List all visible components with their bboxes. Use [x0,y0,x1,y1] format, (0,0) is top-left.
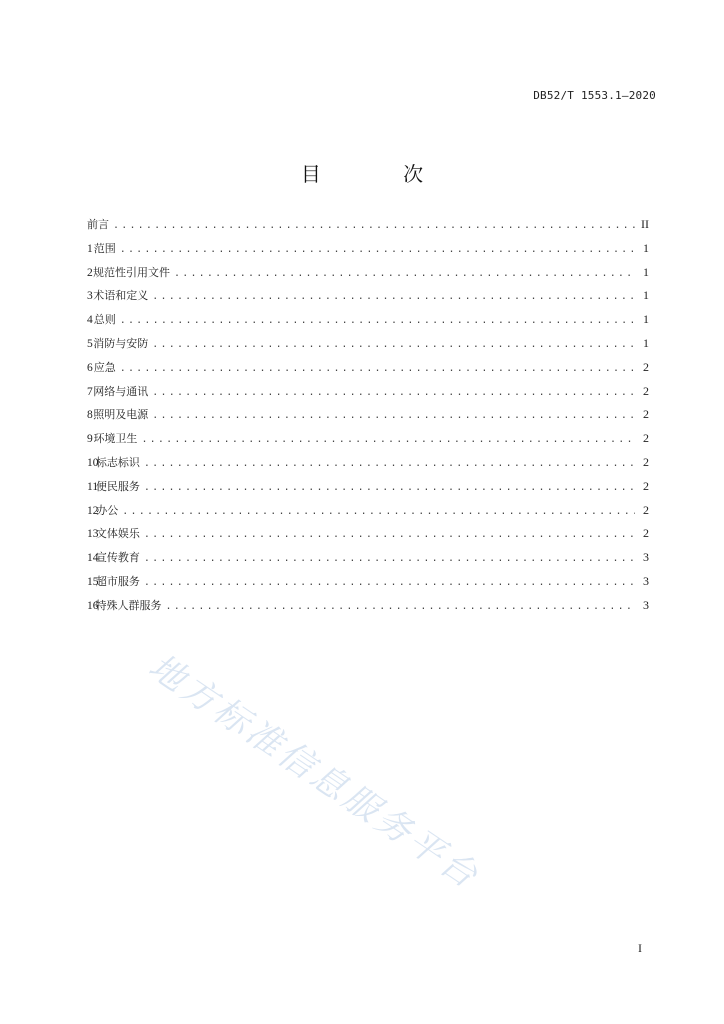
toc-leader-dots [144,529,635,540]
toc-entry-label: 范围 [93,241,116,255]
toc-entry-15[interactable] [87,573,649,597]
table-of-contents [87,216,649,621]
toc-entry-13[interactable] [87,525,649,549]
toc-entry-page: 1 [643,240,649,255]
toc-entry-label: 办公 [96,503,119,517]
toc-entry-4[interactable] [87,311,649,335]
toc-entry-number: 4 [87,314,93,327]
toc-entry-number: 11 [87,480,99,493]
toc-leader-dots [120,363,635,374]
toc-entry-1[interactable] [87,240,649,264]
toc-leader-dots [152,410,635,421]
toc-leader-dots [144,553,635,564]
toc-entry-9[interactable] [87,430,649,454]
toc-entry-page: 2 [643,431,649,446]
toc-leader-dots [144,458,635,469]
toc-entry-number: 15 [87,575,99,588]
toc-leader-dots [152,339,635,350]
toc-leader-dots [113,220,635,231]
toc-entry-page: 3 [643,573,649,588]
toc-entry-label: 标志标识 [95,455,140,469]
toc-entry-page: 2 [643,359,649,374]
toc-entry-number: 7 [87,385,93,398]
toc-entry-label: 术语和定义 [93,289,149,303]
toc-entry-page: II [641,217,649,231]
standard-code: DB52/T 1553.1—2020 [533,89,656,102]
toc-entry-3[interactable] [87,287,649,311]
toc-entry-number: 8 [87,409,93,422]
toc-entry-page: 3 [643,550,649,565]
toc-entry-label: 网络与通讯 [93,384,149,398]
toc-entry-16[interactable] [87,597,649,621]
footer-page-number: I [638,941,642,955]
toc-entry-page: 2 [643,383,649,398]
toc-entry-6[interactable] [87,359,649,383]
toc-leader-dots [144,482,635,493]
toc-entry-label: 消防与安防 [93,336,149,350]
toc-entry-7[interactable] [87,383,649,407]
toc-entry-number: 12 [87,504,99,517]
toc-leader-dots [174,268,635,279]
toc-entry-number: 13 [87,528,99,541]
toc-leader-dots [152,291,635,302]
toc-entry-number: 6 [87,361,93,374]
toc-leader-dots [166,601,636,612]
toc-leader-dots [144,577,635,588]
toc-entry-11[interactable] [87,478,649,502]
toc-entry-page: 1 [643,288,649,303]
toc-entry-label: 超市服务 [95,574,140,588]
toc-entry-12[interactable] [87,502,649,526]
toc-entry-label: 照明及电源 [93,408,149,422]
watermark-text: 地方标准信息服务平台 [141,646,487,898]
toc-entry-8[interactable] [87,406,649,430]
toc-entry-label: 前言 [87,218,109,231]
toc-entry-number: 16 [87,599,99,612]
toc-entry-label: 应急 [93,360,116,374]
toc-leader-dots [152,387,635,398]
toc-entry-label: 规范性引用文件 [93,265,171,279]
toc-entry-label: 文体娱乐 [95,527,140,541]
toc-entry-10[interactable] [87,454,649,478]
toc-entry-number: 9 [87,433,93,446]
toc-entry-page: 1 [643,264,649,279]
toc-entry-5[interactable] [87,335,649,359]
toc-entry-foreword[interactable] [87,216,649,240]
toc-entry-page: 2 [643,526,649,541]
toc-entry-number: 14 [87,552,99,565]
toc-entry-label: 环境卫生 [93,432,138,446]
toc-entry-number: 5 [87,337,93,350]
toc-entry-page: 2 [643,502,649,517]
toc-leader-dots [120,244,635,255]
toc-entry-number: 2 [87,266,93,279]
toc-entry-number: 3 [87,290,93,303]
toc-entry-number: 1 [87,242,93,255]
toc-leader-dots [141,434,635,445]
toc-entry-label: 特殊人群服务 [95,598,162,612]
toc-entry-page: 1 [643,335,649,350]
toc-entry-14[interactable] [87,549,649,573]
toc-leader-dots [120,315,635,326]
toc-entry-label: 总则 [93,313,116,327]
toc-entry-page: 2 [643,454,649,469]
page-title: 目 次 [300,162,462,186]
toc-entry-page: 2 [643,407,649,422]
toc-entry-label: 宣传教育 [95,551,140,565]
toc-entry-page: 3 [643,597,649,612]
toc-leader-dots [122,506,635,517]
toc-entry-page: 2 [643,478,649,493]
toc-entry-page: 1 [643,312,649,327]
toc-entry-number: 10 [87,456,99,469]
toc-entry-2[interactable] [87,264,649,288]
toc-entry-label: 便民服务 [95,479,140,493]
